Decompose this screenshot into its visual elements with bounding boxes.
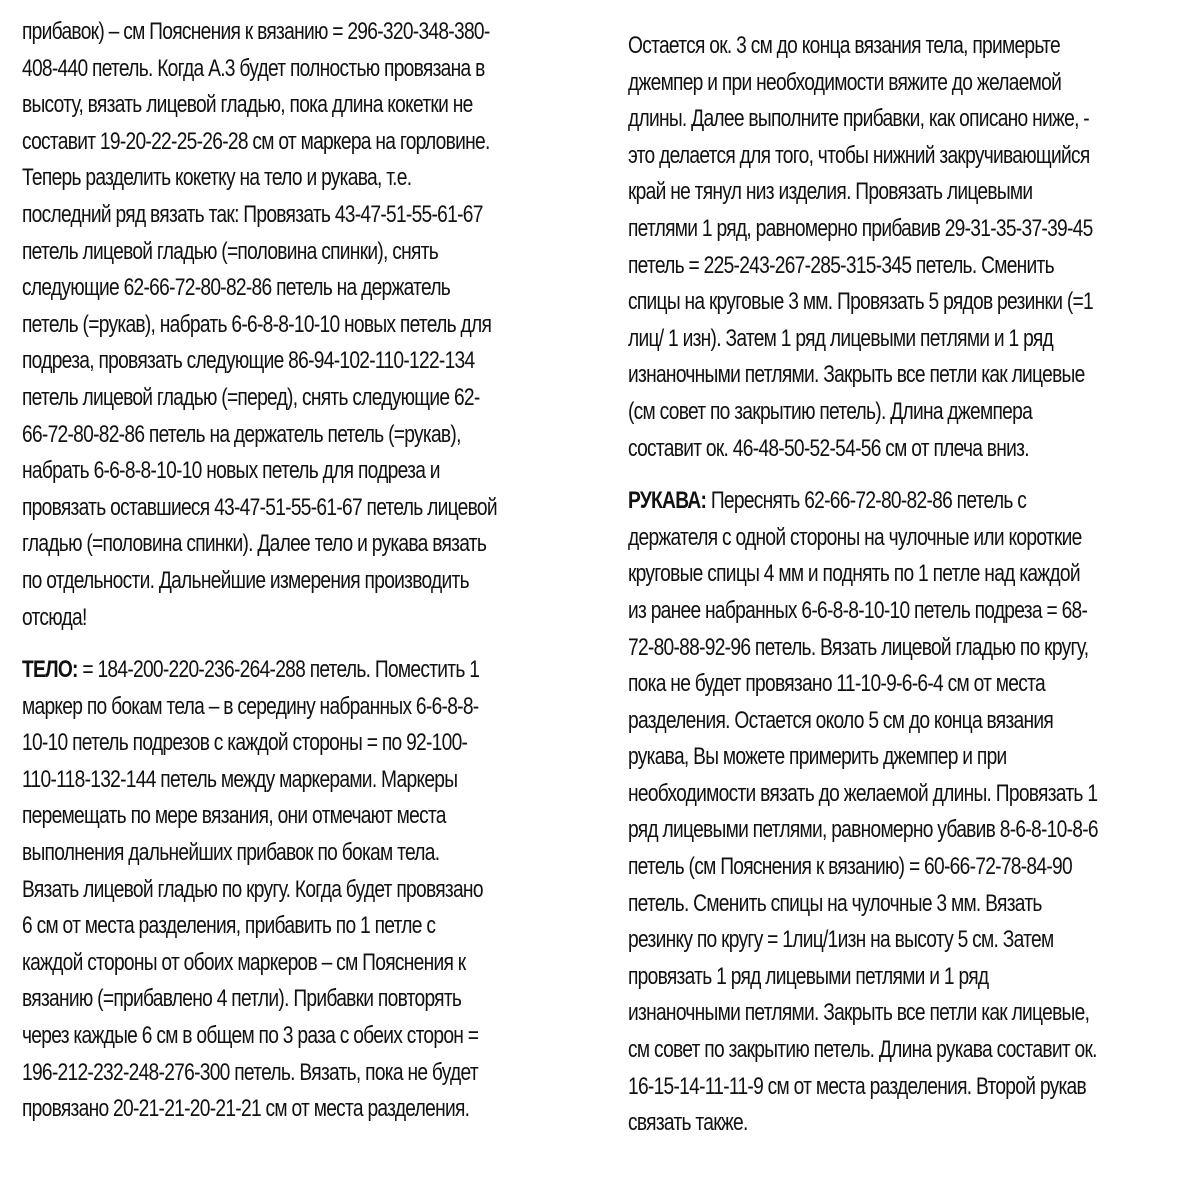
section-heading-sleeves: РУКАВА: bbox=[628, 487, 707, 515]
text-line: гладью (=половина спинки). Далее тело и рукава вязать bbox=[22, 530, 487, 558]
text-line: петель (см Пояснения к вязанию) = 60-66-72-78-84-90 bbox=[628, 853, 1072, 881]
text-line: изнаночными петлями. Закрыть все петли как лицевые, bbox=[628, 999, 1090, 1027]
text-line: это делается для того, чтобы нижний закручивающийся bbox=[628, 141, 1090, 169]
text-line: через каждые 6 см в общем по 3 раза с обеих сторон = bbox=[22, 1022, 479, 1050]
text-line: Теперь разделить кокетку на тело и рукава, т.е. bbox=[22, 164, 412, 192]
sleeves-section-paragraph bbox=[628, 483, 1184, 1142]
text-line: высоту, вязать лицевой гладью, пока длина кокетки не bbox=[22, 91, 473, 119]
text-line: 196-212-232-248-276-300 петель. Вязать, пока не будет bbox=[22, 1058, 478, 1086]
text-line: 66-72-80-82-86 петель на держатель петель (=рукав), bbox=[22, 420, 461, 448]
text-line: из ранее набранных 6-6-8-8-10-10 петель подреза = 68- bbox=[628, 596, 1088, 624]
text-line: 16-15-14-11-11-9 см от места разделения. Второй рукав bbox=[628, 1072, 1086, 1100]
text-line: 72-80-88-92-96 петель. Вязать лицевой гладью по кругу, bbox=[628, 633, 1089, 661]
text-line: петлями 1 ряд, равномерно прибавив 29-31-35-37-39-45 bbox=[628, 214, 1093, 242]
text-line: провязано 20-21-21-20-21-21 см от места разделения. bbox=[22, 1095, 470, 1123]
text-line: связать также. bbox=[628, 1109, 748, 1137]
text-line: петель. Сменить спицы на чулочные 3 мм. Вязать bbox=[628, 889, 1042, 917]
text-line: см совет по закрытию петель. Длина рукава составит ок. bbox=[628, 1036, 1097, 1064]
text-line: следующие 62-66-72-80-82-86 петель на держатель bbox=[22, 274, 451, 302]
text-line: по отдельности. Дальнейшие измерения производить bbox=[22, 566, 469, 594]
text-line: лиц/ 1 изн). Затем 1 ряд лицевыми петлями и 1 ряд bbox=[628, 324, 1054, 352]
text-line: спицы на круговые 3 мм. Провязать 5 рядов резинки (=1 bbox=[628, 288, 1093, 316]
text-line: ряд лицевыми петлями, равномерно убавив 8-6-8-10-8-6 bbox=[628, 816, 1098, 844]
text-line: петель (=рукав), набрать 6-6-8-8-10-10 новых петель для bbox=[22, 310, 492, 338]
right-column bbox=[628, 28, 1184, 1142]
text-line: составит 19-20-22-25-26-28 см от маркера на горловине. bbox=[22, 127, 490, 155]
text-line: резинку по кругу = 1лиц/1изн на высоту 5 см. Затем bbox=[628, 926, 1054, 954]
body-finish-paragraph bbox=[628, 28, 1184, 467]
text-line: петель лицевой гладью (=перед), снять следующие 62- bbox=[22, 383, 480, 411]
text-line: прибавок) – см Пояснения к вязанию = 296-320-348-380- bbox=[22, 18, 490, 45]
text-line: край не тянул низ изделия. Провязать лицевыми bbox=[628, 178, 1033, 206]
text-line: длины. Далее выполните прибавки, как описано ниже, - bbox=[628, 105, 1089, 133]
text-line: Вязать лицевой гладью по кругу. Когда будет провязано bbox=[22, 875, 483, 903]
yoke-division-paragraph bbox=[22, 14, 582, 636]
text-fragment: Переснять 62-66-72-80-82-86 петель с bbox=[706, 487, 1027, 515]
text-line: пока не будет провязано 11-10-9-6-6-4 см от места bbox=[628, 670, 1045, 698]
text-line: Остается ок. 3 см до конца вязания тела, примерьте bbox=[628, 32, 1060, 59]
text-line: 10-10 петель подрезов с каждой стороны = по 92-100- bbox=[22, 729, 468, 757]
text-line: выполнения дальнейших прибавок по бокам тела. bbox=[22, 839, 440, 867]
text-line: (см совет по закрытию петель). Длина джемпера bbox=[628, 397, 1033, 425]
text-line: набрать 6-6-8-8-10-10 новых петель для подреза и bbox=[22, 457, 440, 485]
left-column bbox=[22, 14, 582, 1128]
text-line: провязать оставшиеся 43-47-51-55-61-67 петель лицевой bbox=[22, 493, 497, 521]
text-fragment: = 184-200-220-236-264-288 петель. Поместить 1 bbox=[77, 656, 480, 684]
text-line bbox=[22, 652, 480, 689]
text-line: держателя с одной стороны на чулочные или короткие bbox=[628, 523, 1082, 551]
text-line: каждой стороны от обоих маркеров – см Пояснения к bbox=[22, 948, 466, 976]
text-line: разделения. Остается около 5 см до конца вязания bbox=[628, 706, 1054, 734]
text-line: подреза, провязать следующие 86-94-102-110-122-134 bbox=[22, 347, 475, 375]
body-section-paragraph bbox=[22, 652, 582, 1128]
text-line: круговые спицы 4 мм и поднять по 1 петле над каждой bbox=[628, 560, 1080, 588]
text-line: маркер по бокам тела – в середину набранных 6-6-8-8- bbox=[22, 692, 479, 720]
text-line: петель = 225-243-267-285-315-345 петель. Сменить bbox=[628, 251, 1054, 279]
text-line: 110-118-132-144 петель между маркерами. Маркеры bbox=[22, 765, 458, 793]
text-line: 408-440 петель. Когда А.3 будет полностью провязана в bbox=[22, 54, 485, 82]
text-line: петель лицевой гладью (=половина спинки), снять bbox=[22, 237, 439, 265]
text-line: джемпер и при необходимости вяжите до желаемой bbox=[628, 68, 1062, 96]
text-line: составит ок. 46-48-50-52-54-56 см от плеча вниз. bbox=[628, 434, 1029, 462]
text-line: перемещать по мере вязания, они отмечают места bbox=[22, 802, 446, 830]
text-line: отсюда! bbox=[22, 603, 87, 631]
text-line: провязать 1 ряд лицевыми петлями и 1 ряд bbox=[628, 962, 989, 990]
section-heading-body: ТЕЛО: bbox=[22, 656, 78, 684]
text-line: изнаночными петлями. Закрыть все петли как лицевые bbox=[628, 361, 1085, 389]
text-line: 6 см от места разделения, прибавить по 1 петле с bbox=[22, 912, 436, 940]
text-line: необходимости вязать до желаемой длины. Провязать 1 bbox=[628, 779, 1098, 807]
text-line: вязанию (=прибавлено 4 петли). Прибавки повторять bbox=[22, 985, 462, 1013]
text-line: рукава, Вы можете примерить джемпер и при bbox=[628, 743, 1007, 771]
text-line: последний ряд вязать так: Провязать 43-47-51-55-61-67 bbox=[22, 200, 483, 228]
text-line bbox=[628, 483, 1073, 520]
